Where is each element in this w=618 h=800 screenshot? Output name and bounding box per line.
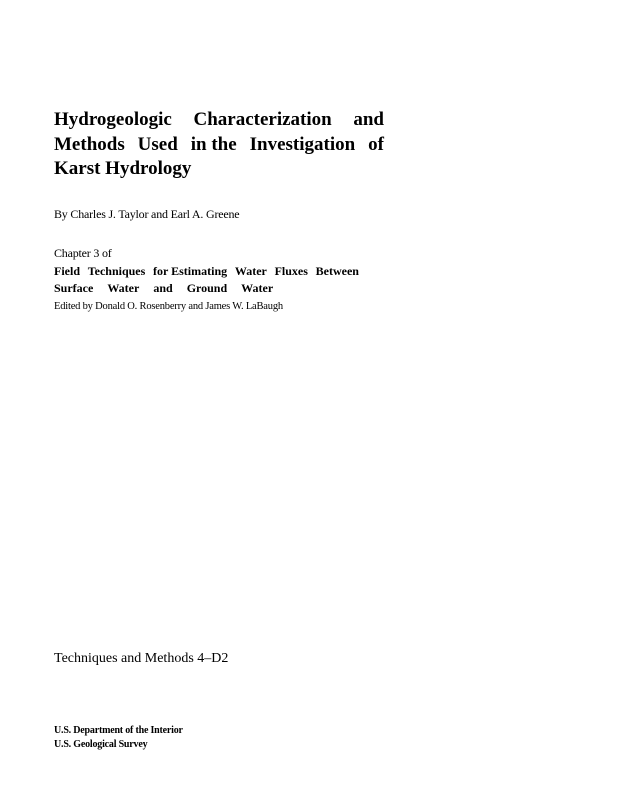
series-word: Surface bbox=[54, 281, 94, 295]
title-line-2 bbox=[54, 133, 384, 158]
series-word: Ground bbox=[186, 281, 228, 295]
title-word: of bbox=[368, 133, 384, 155]
title-word: Used bbox=[137, 133, 178, 155]
editors-line: Edited by Donald O. Rosenberry and James W. LaBaugh bbox=[54, 301, 283, 312]
series-line-2 bbox=[54, 280, 359, 297]
series-word: Fluxes bbox=[274, 264, 308, 278]
series-word: Water bbox=[241, 281, 274, 295]
title-line-3 bbox=[54, 157, 384, 182]
chapter-label: Chapter 3 of bbox=[54, 246, 112, 260]
series-word: Between bbox=[315, 264, 359, 278]
agency-survey: U.S. Geological Survey bbox=[54, 739, 148, 750]
series-word: Water bbox=[107, 281, 140, 295]
title-word: Investigation bbox=[249, 133, 356, 155]
series-word: Water bbox=[234, 264, 267, 278]
series-title bbox=[54, 263, 359, 297]
title-word: Karst Hydrology bbox=[54, 158, 192, 179]
report-title bbox=[54, 108, 384, 182]
series-word: for Estimating bbox=[153, 264, 228, 278]
series-line-1 bbox=[54, 263, 359, 280]
title-word: Characterization bbox=[193, 109, 332, 130]
title-word: in the bbox=[190, 133, 237, 155]
series-word: and bbox=[153, 281, 173, 295]
authors-line: By Charles J. Taylor and Earl A. Greene bbox=[54, 207, 240, 221]
title-line-1 bbox=[54, 108, 384, 133]
title-word: and bbox=[353, 109, 384, 130]
agency-department: U.S. Department of the Interior bbox=[54, 725, 183, 736]
title-word: Hydrogeologic bbox=[54, 109, 172, 130]
series-word: Techniques bbox=[87, 264, 146, 278]
series-word: Field bbox=[54, 264, 80, 278]
title-word: Methods bbox=[54, 133, 125, 155]
report-number: Techniques and Methods 4–D2 bbox=[54, 651, 229, 666]
agency-block bbox=[54, 724, 183, 752]
